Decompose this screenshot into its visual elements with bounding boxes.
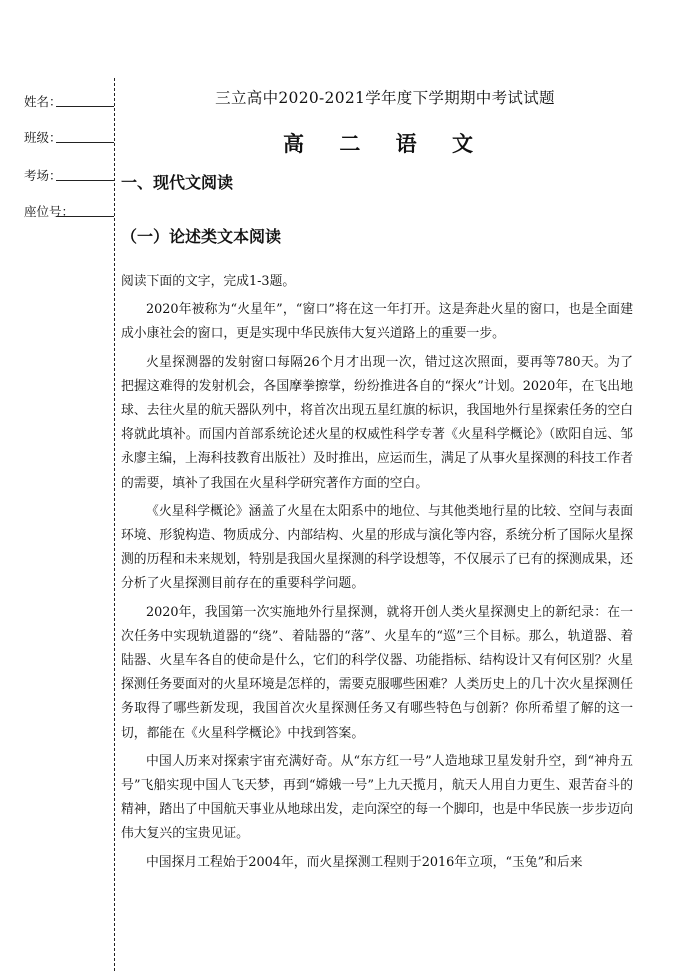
instruction-paragraph: 阅读下面的文字，完成1-3题。	[121, 274, 296, 289]
exam-room-field[interactable]	[24, 166, 62, 184]
name-label: 姓名：	[24, 94, 62, 109]
name-underline	[56, 106, 114, 107]
exam-room-underline	[56, 180, 114, 181]
class-underline	[56, 142, 114, 143]
paragraph: 2020年被称为“火星年”，“窗口”将在这一年打开。这是奔赴火星的窗口，也是全面建成小康社会的窗口，更是实现中华民族伟大复兴道路上的重要一步。	[121, 302, 633, 342]
seat-number-label: 座位号：	[24, 204, 75, 219]
exam-room-label: 考场：	[24, 168, 62, 183]
seat-number-field[interactable]	[24, 202, 74, 220]
exam-subtitle: 高 二 语 文	[283, 131, 487, 156]
paragraph: 中国探月工程始于2004年，而火星探测工程则于2016年立项，“玉兔”和后来	[146, 854, 583, 870]
paragraph: 火星探测器的发射窗口每隔26个月才出现一次，错过这次照面，要再等780天。为了把握这难得的发射机会，各国摩拳擦掌，纷纷推进各自的“探火”计划。2020年，在飞出地球、去往火星的航天器队列中，将首次出现五星红旗的标识，我国地外行星探索任务的空白将就此填补。而国内首部系统论述火星的权威性科学专著《火星科学概论》（欧阳自远、邹永廖主编，上海科技教育出版社）及时推出，应运而生，满足了从事火星探测的科技工作者的需要，填补了我国在火星科学研究著作方面的空白。	[121, 354, 633, 491]
paragraph: 《火星科学概论》涵盖了火星在太阳系中的地位、与其他类地行星的比较、空间与表面环境、形貌构造、物质成分、内部结构、火星的形成与演化等内容，系统分析了国际火星探测的历程和未来规划，特别是我国火星探测的科学设想等，不仅展示了已有的探测成果，还分析了火星探测目前存在的重要科学问题。	[121, 503, 633, 592]
section-heading-1: 一、现代文阅读	[121, 173, 234, 192]
paragraph: 中国人历来对探索宇宙充满好奇。从“东方红一号”人造地球卫星发射升空，到“神舟五号”飞船实现中国人飞天梦，再到“嫦娥一号”上九天揽月，航天人用自力更生、艰苦奋斗的精神，踏出了中国航天事业从地球出发，走向深空的每一个脚印，也是中华民族一步步迈向伟大复兴的宝贵见证。	[121, 753, 633, 842]
class-label: 班级：	[24, 130, 62, 145]
name-field[interactable]	[24, 92, 62, 110]
exam-title: 三立高中2020-2021学年度下学期期中考试试题	[215, 89, 555, 107]
class-field[interactable]	[24, 128, 62, 146]
seat-number-underline	[56, 216, 114, 217]
binding-dashed-line	[114, 78, 115, 971]
reading-passage	[121, 270, 633, 879]
paragraph: 2020年，我国第一次实施地外行星探测，就将开创人类火星探测史上的新纪录：在一次任务中实现轨道器的“绕”、着陆器的“落”、火星车的“巡”三个目标。那么，轨道器、着陆器、火星车各自的使命是什么，它们的科学仪器、功能指标、结构设计又有何区别？火星探测任务要面对的火星环境是怎样的，需要克服哪些困难？人类历史上的几十次火星探测任务取得了哪些新发现，我国首次火星探测任务又有哪些特色与创新？你所希望了解的这一切，都能在《火星科学概论》中找到答案。	[121, 604, 633, 741]
section-heading-2: （一）论述类文本阅读	[121, 227, 282, 246]
